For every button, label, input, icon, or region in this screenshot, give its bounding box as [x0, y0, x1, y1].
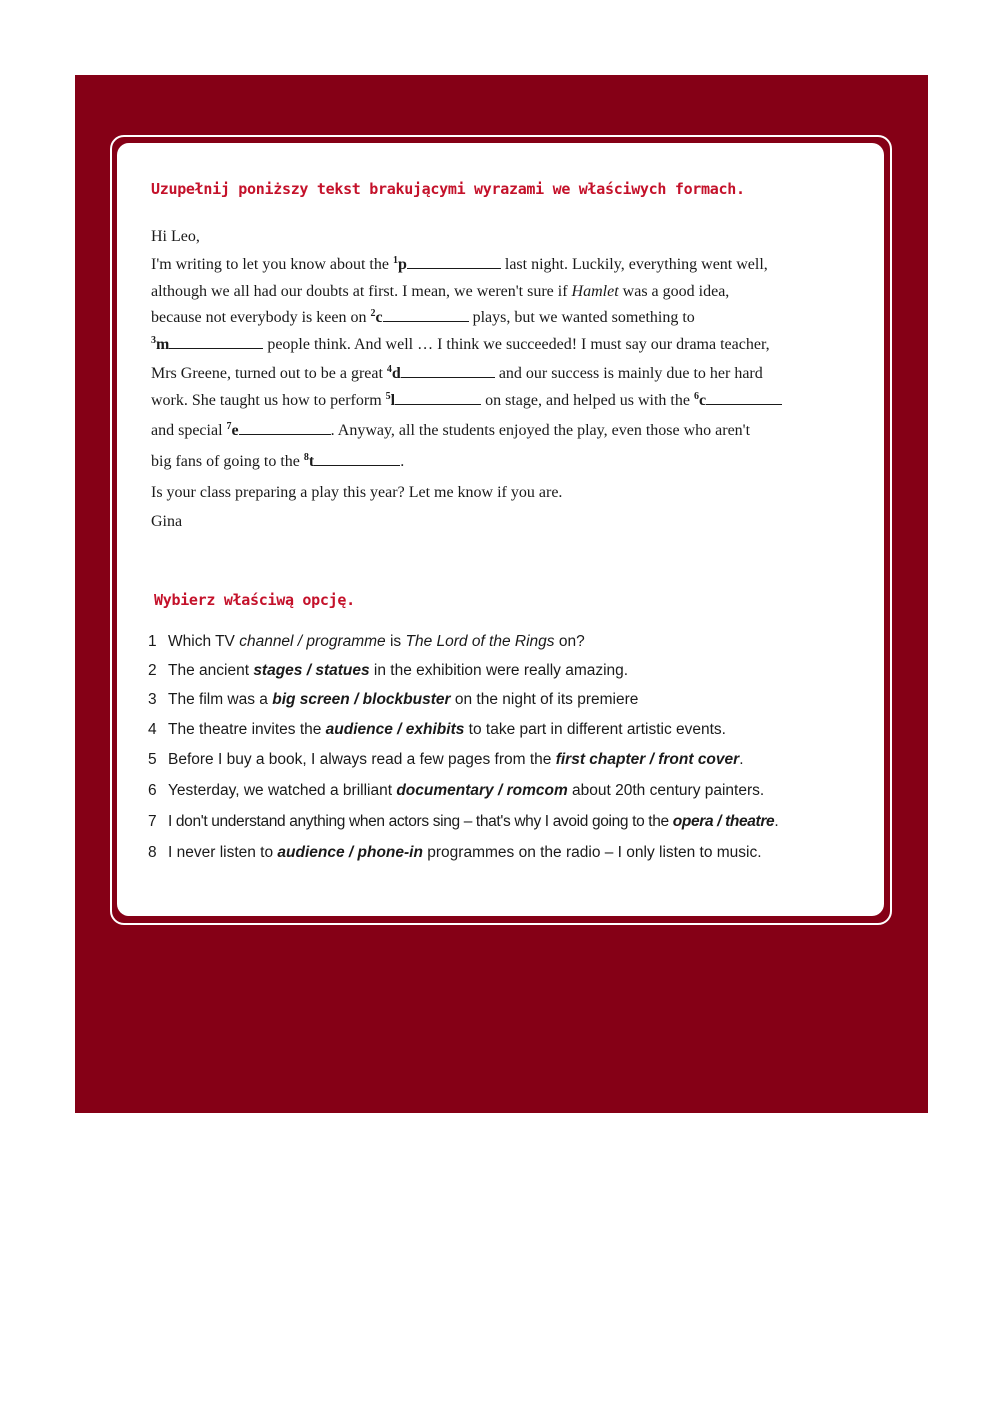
text: was a good idea,	[618, 283, 730, 300]
text: .	[400, 453, 405, 470]
text: on the night of its premiere	[450, 691, 639, 708]
exercise1-instruction: Uzupełnij poniższy tekst brakującymi wyrazami we właściwych formach.	[151, 180, 745, 198]
text: I don't understand anything when actors sing – that's why I avoid going to the	[168, 813, 673, 830]
gap-number: 4	[386, 364, 392, 375]
text: . Anyway, all the students enjoyed the play, even those who aren't	[330, 422, 751, 439]
letter-question: Is your class preparing a play this year? Let me know if you are.	[151, 484, 563, 501]
gap-blank-4[interactable]	[401, 365, 495, 378]
text: .	[739, 751, 744, 768]
text: Which TV	[168, 633, 240, 650]
letter-line	[151, 336, 770, 354]
text: Before I buy a book, I always read a few pages from the	[168, 751, 556, 768]
letter-line	[151, 453, 404, 471]
gap-number: 6	[693, 391, 699, 402]
list-item	[148, 813, 778, 831]
gap-number: 3	[151, 335, 156, 346]
text: Yesterday, we watched a brilliant	[168, 782, 397, 799]
text: on?	[554, 633, 585, 650]
text: The film was a	[168, 691, 273, 708]
item-number: 3	[148, 691, 157, 708]
list-item	[148, 691, 638, 709]
letter-line	[151, 392, 782, 410]
option-pair[interactable]: first chapter / front cover	[555, 751, 740, 768]
gap-blank-1[interactable]	[407, 256, 501, 269]
item-number: 6	[148, 782, 157, 799]
option-pair[interactable]: opera / theatre	[672, 813, 775, 830]
item-number: 1	[148, 633, 157, 650]
gap-blank-7[interactable]	[239, 422, 331, 435]
text: to take part in different artistic events.	[464, 721, 726, 738]
option-pair[interactable]: audience / phone-in	[277, 844, 423, 861]
text: work. She taught us how to perform	[151, 392, 386, 409]
gap-blank-5[interactable]	[395, 392, 481, 405]
letter-line	[151, 422, 750, 440]
letter-line	[151, 283, 729, 301]
option-pair[interactable]: big screen / blockbuster	[272, 691, 451, 708]
text: I never listen to	[168, 844, 278, 861]
gap-cue: e	[231, 422, 239, 439]
gap-blank-8[interactable]	[314, 453, 400, 466]
gap-cue: d	[391, 365, 401, 382]
gap-blank-2[interactable]	[383, 309, 469, 322]
gap-cue: c	[375, 309, 383, 326]
text: people think. And well … I think we succeeded! I must say our drama teacher,	[263, 336, 770, 353]
list-item	[148, 662, 628, 680]
gap-cue: l	[390, 392, 396, 409]
text: I'm writing to let you know about the	[151, 256, 393, 273]
gap-number: 2	[370, 308, 376, 319]
text: programmes on the radio – I only listen to music.	[422, 844, 762, 861]
option-pair[interactable]: audience / exhibits	[325, 721, 465, 738]
text: and special	[151, 422, 227, 439]
text: and our success is mainly due to her hard	[494, 365, 763, 382]
letter-line	[151, 256, 768, 274]
item-number: 7	[148, 813, 157, 830]
list-item	[148, 721, 726, 739]
text: The ancient	[168, 662, 254, 679]
list-item	[148, 751, 744, 769]
text: because not everybody is keen on	[151, 309, 371, 326]
text: .	[774, 813, 779, 830]
gap-number: 8	[303, 452, 309, 463]
list-item	[148, 633, 585, 651]
gap-cue: c	[698, 392, 707, 409]
text: on stage, and helped us with the	[481, 392, 694, 409]
exercise2-instruction: Wybierz właściwą opcję.	[154, 591, 355, 609]
gap-number: 7	[226, 421, 232, 432]
gap-blank-6[interactable]	[706, 392, 782, 405]
list-item	[148, 782, 764, 800]
item-number: 5	[148, 751, 157, 768]
text: in the exhibition were really amazing.	[369, 662, 629, 679]
text: although we all had our doubts at first. I mean, we weren't sure if	[151, 283, 572, 300]
list-item	[148, 844, 762, 862]
gap-blank-3[interactable]	[169, 336, 263, 349]
item-number: 8	[148, 844, 157, 861]
gap-number: 5	[385, 391, 391, 402]
text: is	[385, 633, 406, 650]
play-title: Hamlet	[571, 283, 619, 300]
text: about 20th century painters.	[567, 782, 765, 799]
text: Mrs Greene, turned out to be a great	[151, 365, 387, 382]
film-title: The Lord of the Rings	[405, 633, 555, 650]
option-pair[interactable]: stages / statues	[253, 662, 370, 679]
item-number: 4	[148, 721, 157, 738]
letter-line	[151, 365, 763, 383]
text: last night. Luckily, everything went well,	[500, 256, 768, 273]
item-number: 2	[148, 662, 157, 679]
text: big fans of going to the	[151, 453, 304, 470]
letter-line	[151, 309, 695, 327]
option-pair[interactable]: documentary / romcom	[396, 782, 568, 799]
option-pair[interactable]: channel / programme	[239, 633, 386, 650]
text: plays, but we wanted something to	[468, 309, 695, 326]
letter-signature: Gina	[151, 513, 183, 530]
letter-greeting: Hi Leo,	[151, 228, 200, 245]
gap-number: 1	[392, 255, 398, 266]
gap-cue: p	[397, 256, 407, 273]
text: The theatre invites the	[168, 721, 326, 738]
gap-cue: m	[156, 336, 170, 353]
gap-cue: t	[308, 453, 315, 470]
